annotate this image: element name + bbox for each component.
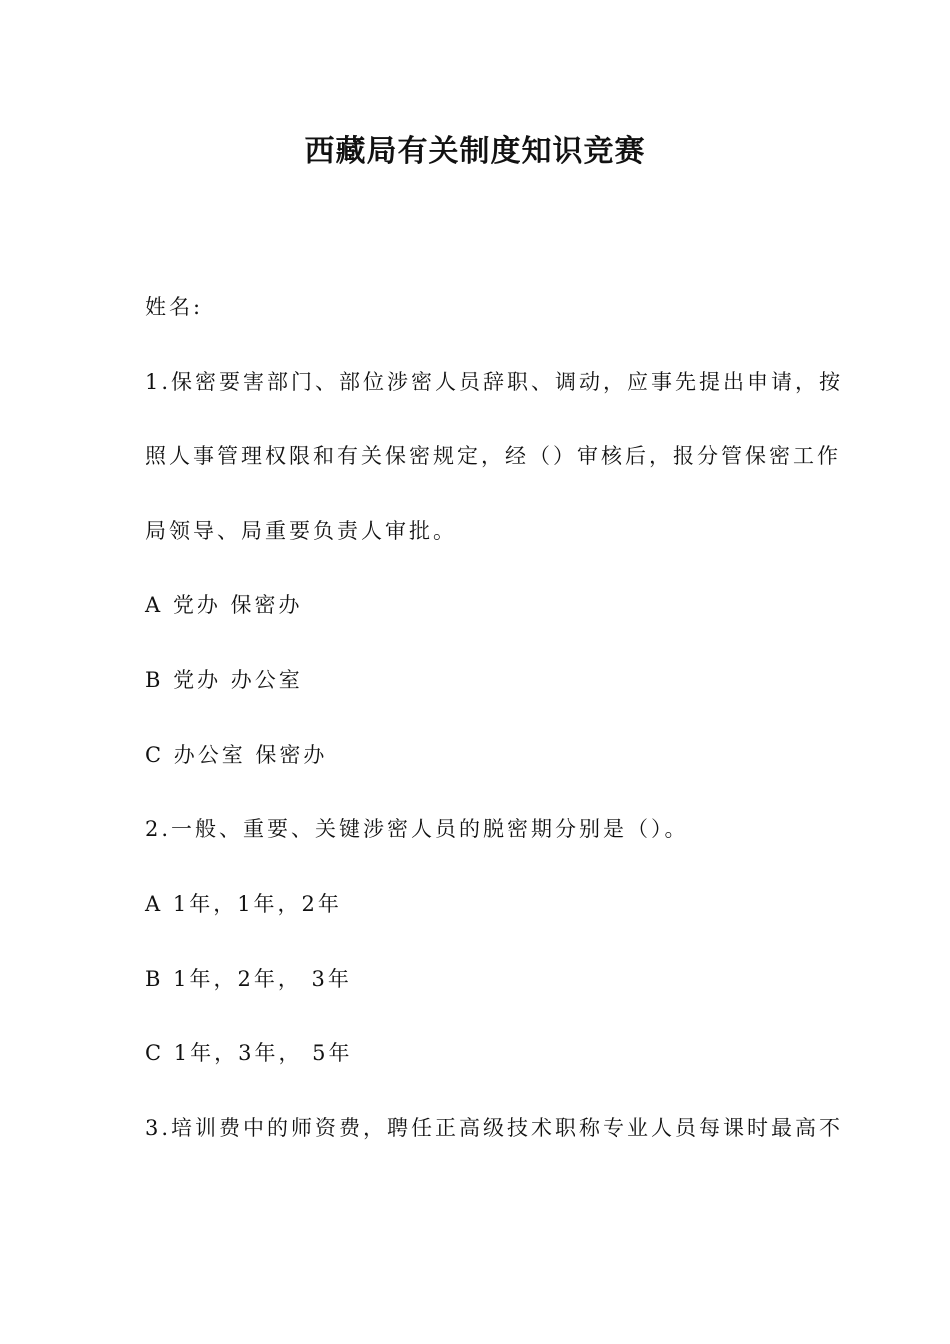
question-2-line-1: 2.一般、重要、关键涉密人员的脱密期分别是（）。	[145, 817, 689, 841]
question-2-option-b: B 1年，2年， 3年	[145, 967, 352, 991]
name-label: 姓名:	[145, 295, 204, 319]
question-2-option-a: A 1年，1年，2年	[145, 892, 342, 916]
question-1-option-c: C 办公室 保密办	[145, 743, 328, 767]
question-1-line-3: 局领导、局重要负责人审批。	[145, 519, 457, 543]
question-2-option-c: C 1年，3年， 5年	[145, 1041, 353, 1065]
question-1-line-2: 照人事管理权限和有关保密规定，经（）审核后，报分管保密工作	[145, 444, 841, 468]
question-1-line-1: 1.保密要害部门、部位涉密人员辞职、调动，应事先提出申请，按	[145, 370, 844, 394]
question-3-line-1: 3.培训费中的师资费，聘任正高级技术职称专业人员每课时最高不	[145, 1116, 844, 1140]
page-title: 西藏局有关制度知识竞赛	[304, 134, 646, 169]
question-1-option-b: B 党办 办公室	[145, 668, 303, 692]
question-1-option-a: A 党办 保密办	[145, 593, 303, 617]
